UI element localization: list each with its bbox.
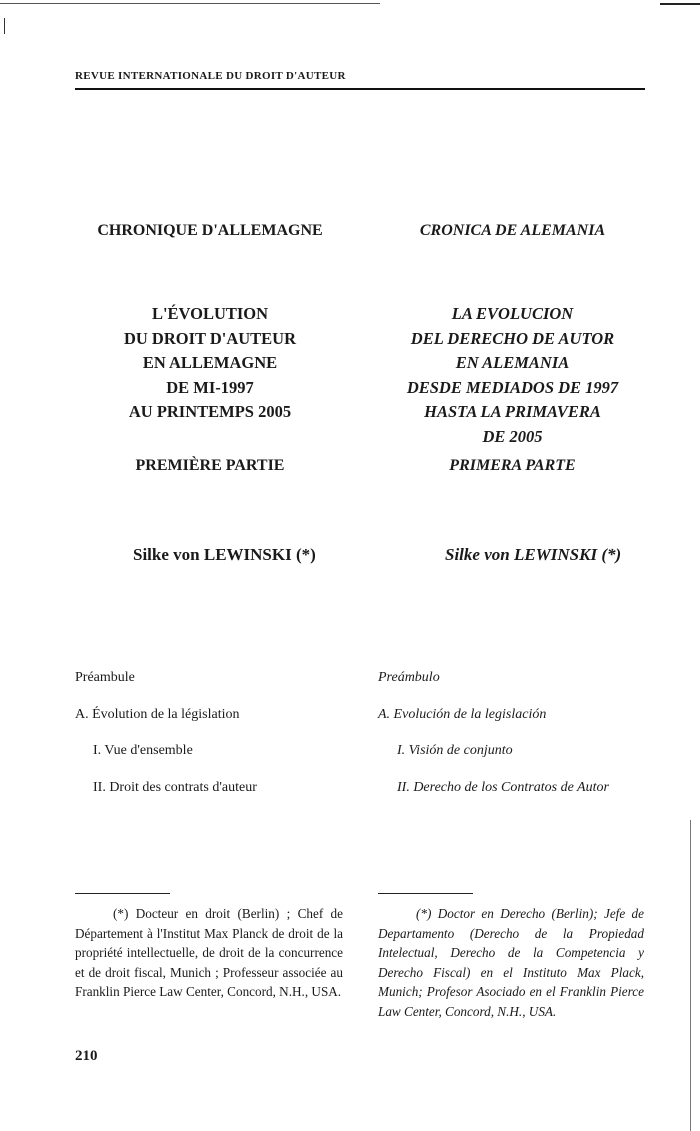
title-line: LA EVOLUCION	[451, 304, 574, 323]
title-line: DE 2005	[482, 426, 543, 446]
footnote-rule	[378, 893, 473, 894]
scan-mark	[4, 18, 5, 34]
section-title-es: CRONICA DE ALEMANIA	[419, 222, 606, 239]
footnote-rule	[75, 893, 170, 894]
toc-item-fr: Préambule	[75, 670, 135, 685]
scan-edge-line	[660, 3, 700, 5]
toc-item-es: II. Derecho de los Contratos de Autor	[397, 780, 609, 795]
title-line: AU PRINTEMPS 2005	[128, 402, 292, 421]
part-label-fr: PREMIÈRE PARTIE	[135, 457, 285, 474]
toc-item-fr: I. Vue d'ensemble	[93, 743, 193, 758]
title-line: DE MI-1997	[166, 377, 254, 397]
toc-item-es: I. Visión de conjunto	[397, 743, 513, 758]
title-line: EN ALLEMAGNE	[142, 353, 278, 372]
part-label-es: PRIMERA PARTE	[449, 457, 576, 474]
title-line: L'ÉVOLUTION	[151, 304, 269, 323]
running-header: REVUE INTERNATIONALE DU DROIT D'AUTEUR	[75, 70, 346, 82]
footnote-es: (*) Doctor en Derecho (Berlin); Jefe de Departamento (Derecho de la Propiedad Intelectual, Derecho de la Competencia y Derecho Fiscal) en el Instituto Max Plack, Munich; Profesor Asociado en el Franklin Pierce Law Center, Concord, N.H., USA.	[378, 906, 644, 1019]
toc-item-fr: A. Évolution de la législation	[75, 707, 240, 722]
title-line: EN ALEMANIA	[455, 353, 570, 372]
footnote-fr: (*) Docteur en droit (Berlin) ; Chef de Département à l'Institut Max Planck de droit de la propriété intellectuelle, de droit de la concurrence et de droit fiscal, Munich ; Professeur associée au Franklin Pierce Law Center, Concord, N.H., USA.	[75, 906, 343, 999]
scan-edge-line	[0, 3, 380, 4]
toc-item-es: Preámbulo	[378, 670, 440, 685]
header-rule	[75, 88, 645, 90]
author-fr: Silke von LEWINSKI (*)	[133, 545, 316, 564]
toc-item-fr: II. Droit des contrats d'auteur	[93, 780, 257, 795]
scan-edge-line	[690, 820, 691, 1131]
toc-item-es: A. Evolución de la legislación	[378, 707, 547, 722]
page-number: 210	[75, 1048, 98, 1064]
section-title-fr: CHRONIQUE D'ALLEMAGNE	[97, 222, 323, 239]
main-title-es	[375, 302, 650, 449]
main-title-fr	[75, 302, 345, 425]
title-line: DU DROIT D'AUTEUR	[123, 328, 297, 348]
title-line: DEL DERECHO DE AUTOR	[410, 328, 615, 348]
title-line: HASTA LA PRIMAVERA	[424, 402, 601, 421]
author-es: Silke von LEWINSKI (*)	[445, 545, 622, 564]
title-line: DESDE MEDIADOS DE 1997	[406, 377, 619, 397]
